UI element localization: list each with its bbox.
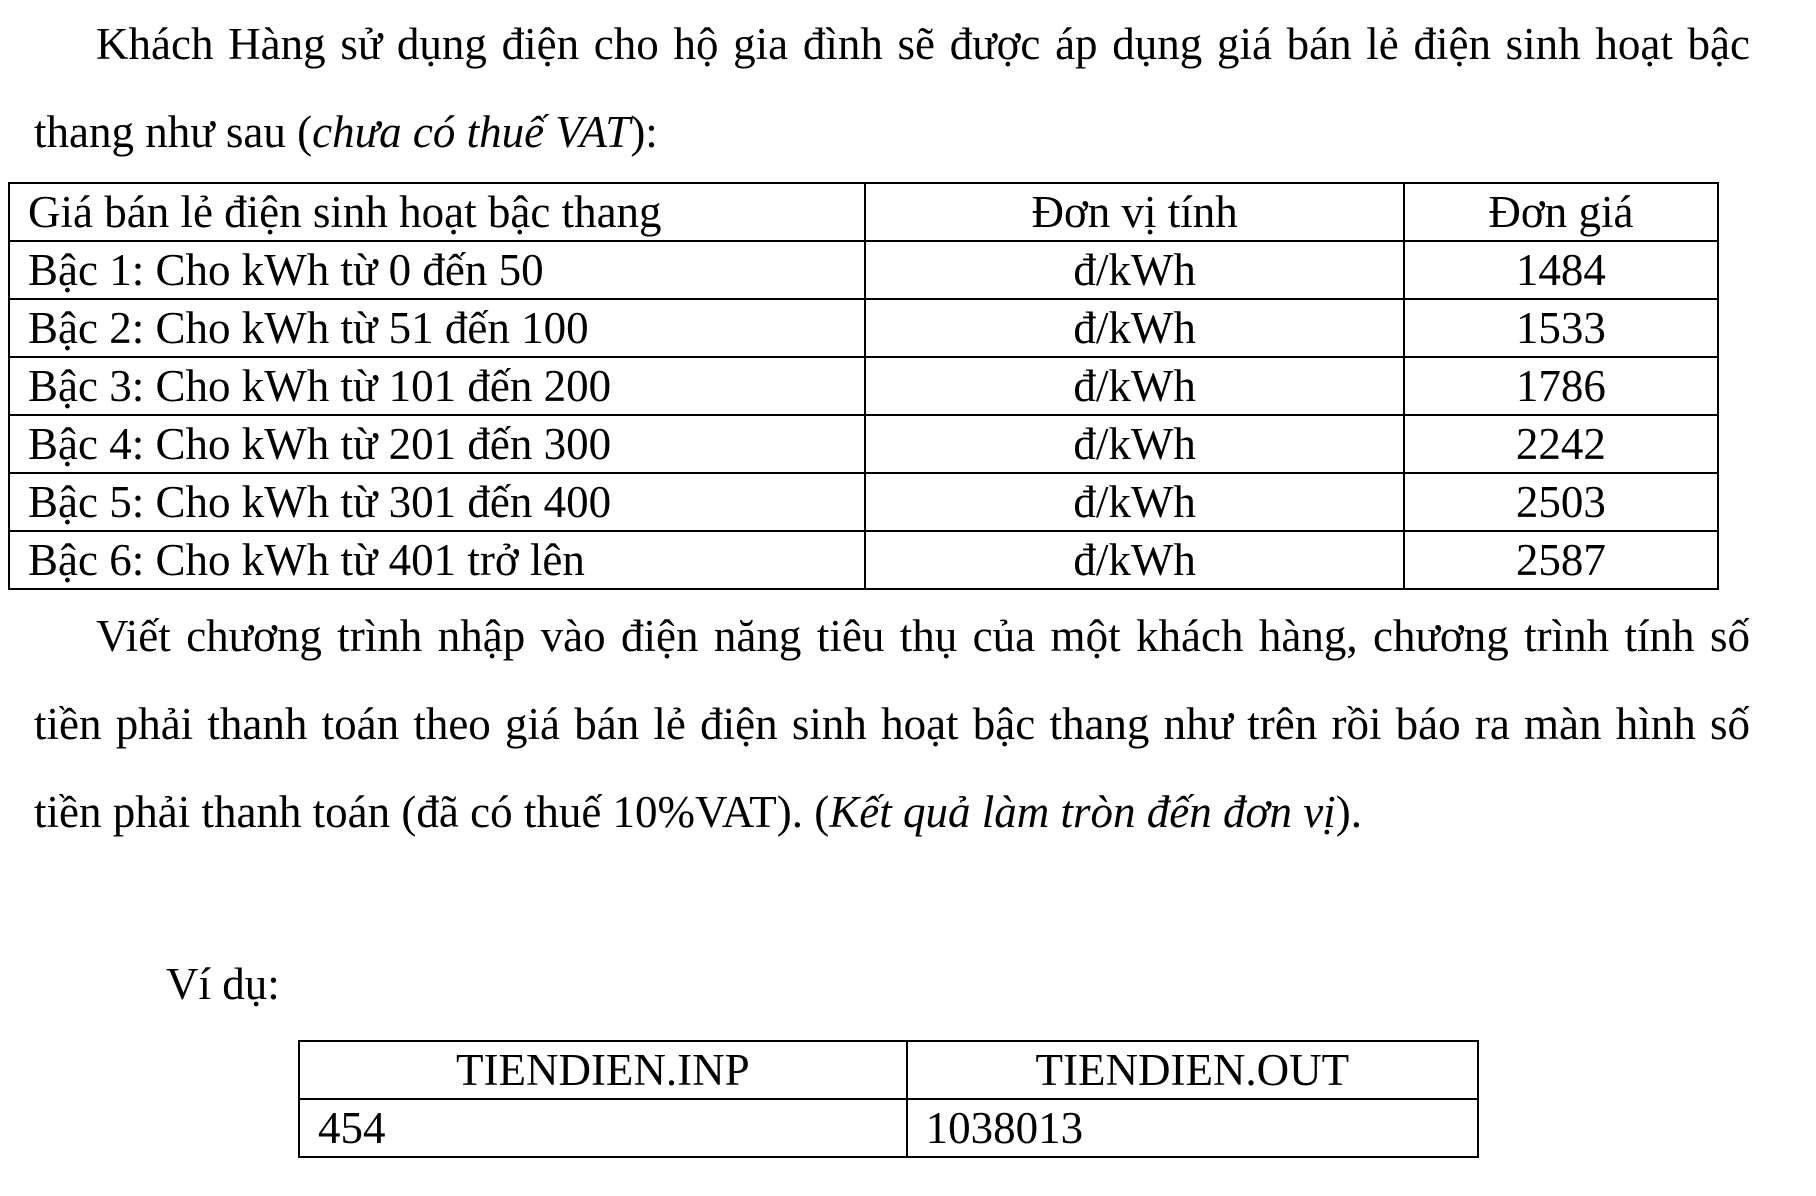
intro-text-end: ):	[630, 107, 658, 157]
price-cell: 2587	[1404, 531, 1718, 589]
table-row	[299, 1099, 1478, 1157]
unit-cell: đ/kWh	[865, 415, 1403, 473]
price-cell: 2503	[1404, 473, 1718, 531]
header-output-file: TIENDIEN.OUT	[907, 1041, 1478, 1099]
tier-cell: Bậc 4: Cho kWh từ 201 đến 300	[9, 415, 865, 473]
task-paragraph	[34, 592, 1750, 856]
unit-cell: đ/kWh	[865, 531, 1403, 589]
example-header-row	[299, 1041, 1478, 1099]
price-cell: 1786	[1404, 357, 1718, 415]
table-row	[9, 531, 1718, 589]
tier-cell: Bậc 6: Cho kWh từ 401 trở lên	[9, 531, 865, 589]
example-output-value: 1038013	[907, 1099, 1478, 1157]
unit-cell: đ/kWh	[865, 473, 1403, 531]
table-row	[9, 473, 1718, 531]
unit-cell: đ/kWh	[865, 357, 1403, 415]
unit-cell: đ/kWh	[865, 241, 1403, 299]
task-text-end: ).	[1335, 787, 1362, 837]
intro-text: Khách Hàng sử dụng điện cho hộ gia đình sẽ được áp dụng giá bán lẻ điện sinh hoạt bậc thang như sau (	[34, 19, 1750, 157]
price-cell: 2242	[1404, 415, 1718, 473]
intro-italic-note: chưa có thuế VAT	[312, 107, 631, 157]
task-text: Viết chương trình nhập vào điện năng tiêu thụ của một khách hàng, chương trình tính số tiền phải thanh toán theo giá bán lẻ điện sinh hoạt bậc thang như trên rồi báo ra màn hình số tiền phải thanh toán (đã có thuế 10%VAT). (	[34, 611, 1750, 837]
price-table-header-row	[9, 183, 1718, 241]
table-row	[9, 415, 1718, 473]
table-row	[9, 299, 1718, 357]
example-input-value: 454	[299, 1099, 907, 1157]
example-table	[298, 1040, 1479, 1158]
table-row	[9, 357, 1718, 415]
header-unit: Đơn vị tính	[865, 183, 1403, 241]
header-price: Đơn giá	[1404, 183, 1718, 241]
price-cell: 1533	[1404, 299, 1718, 357]
header-tier: Giá bán lẻ điện sinh hoạt bậc thang	[9, 183, 865, 241]
table-row	[9, 241, 1718, 299]
unit-cell: đ/kWh	[865, 299, 1403, 357]
example-label: Ví dụ:	[166, 959, 280, 1009]
price-table	[8, 182, 1719, 590]
header-input-file: TIENDIEN.INP	[299, 1041, 907, 1099]
intro-paragraph	[34, 0, 1750, 176]
tier-cell: Bậc 3: Cho kWh từ 101 đến 200	[9, 357, 865, 415]
price-cell: 1484	[1404, 241, 1718, 299]
tier-cell: Bậc 2: Cho kWh từ 51 đến 100	[9, 299, 865, 357]
tier-cell: Bậc 1: Cho kWh từ 0 đến 50	[9, 241, 865, 299]
task-italic-note: Kết quả làm tròn đến đơn vị	[829, 787, 1336, 837]
tier-cell: Bậc 5: Cho kWh từ 301 đến 400	[9, 473, 865, 531]
